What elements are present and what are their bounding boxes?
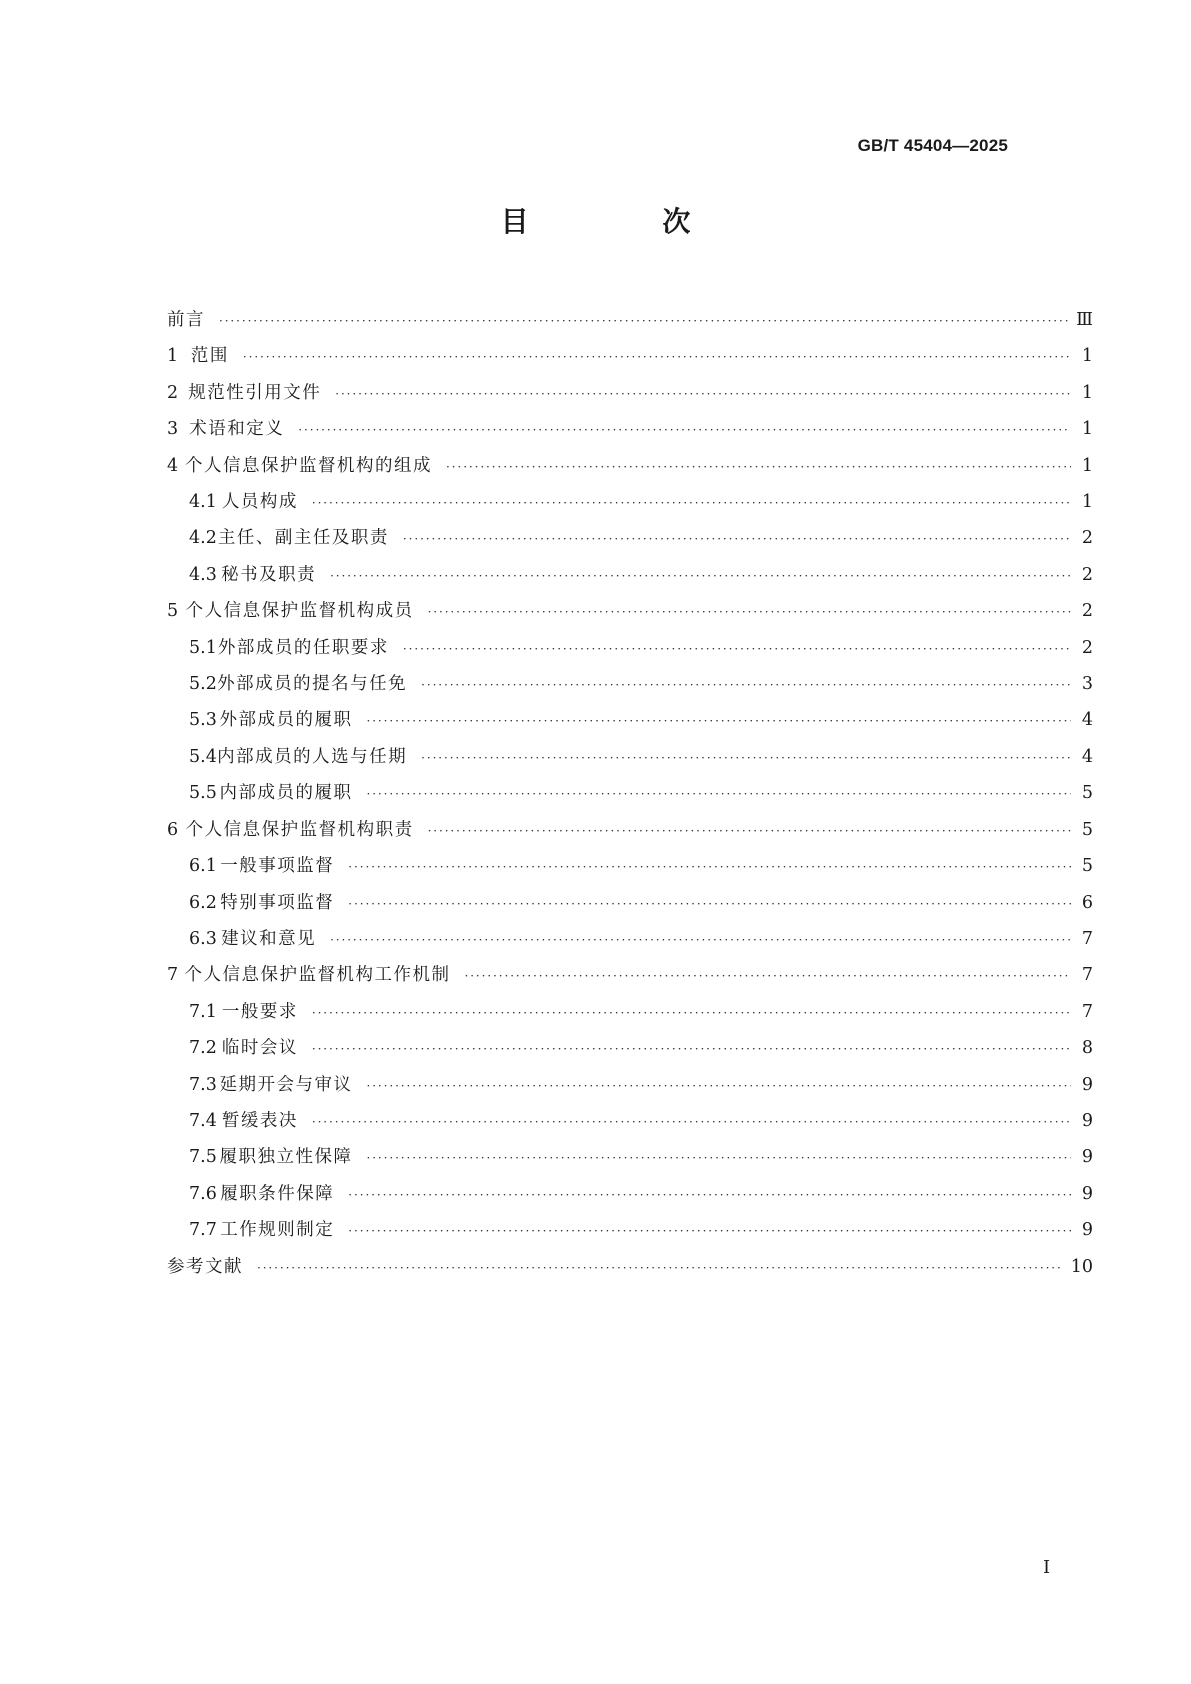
toc-entry-title: 外部成员的任职要求 [217, 637, 389, 658]
toc-entry-title: 履职条件保障 [220, 1183, 335, 1204]
toc-entry-title: 特别事项监督 [220, 892, 335, 913]
toc-entry-title: 规范性引用文件 [188, 382, 322, 403]
toc-entry-title: 延期开会与审议 [219, 1074, 353, 1095]
toc-entry-title: 临时会议 [221, 1038, 298, 1059]
toc-entry-page: 3 [1081, 674, 1093, 695]
toc-entry-title: 个人信息保护监督机构职责 [185, 819, 414, 840]
dot-leader [348, 886, 1071, 922]
toc-entry-title: 术语和定义 [189, 419, 285, 440]
toc-entry-page: 1 [1081, 419, 1093, 440]
toc-entry-page: 7 [1081, 928, 1093, 949]
toc-entry-title: 个人信息保护监督机构的组成 [185, 455, 433, 476]
toc-entry-page: 4 [1081, 746, 1093, 767]
toc-entry-5[interactable] [167, 593, 1093, 629]
toc-entry-title: 个人信息保护监督机构成员 [185, 601, 414, 622]
toc-entry-6[interactable] [167, 812, 1093, 848]
dot-leader [298, 412, 1071, 448]
toc-entry-6-1[interactable] [167, 848, 1093, 884]
toc-entry-3[interactable] [167, 411, 1093, 447]
toc-entry-number: 7.4 [189, 1110, 217, 1131]
dot-leader [367, 703, 1072, 739]
toc-entry-title: 秘书及职责 [221, 564, 317, 585]
dot-leader [312, 1031, 1071, 1067]
toc-entry-page: 9 [1081, 1183, 1093, 1204]
toc-entry-page: 7 [1081, 1001, 1093, 1022]
dot-leader [312, 995, 1071, 1031]
dot-leader [403, 631, 1071, 667]
toc-entry-page: 10 [1070, 1256, 1093, 1277]
toc-entry-bibliography[interactable] [167, 1249, 1093, 1285]
toc-entry-7-6[interactable] [167, 1176, 1093, 1212]
toc-entry-1[interactable] [167, 338, 1093, 374]
toc-entry-5-5[interactable] [167, 775, 1093, 811]
dot-leader [348, 1177, 1071, 1213]
toc-entry-7-7[interactable] [167, 1212, 1093, 1248]
dot-leader [428, 813, 1071, 849]
toc-entry-2[interactable] [167, 375, 1093, 411]
toc-entry-7-1[interactable] [167, 994, 1093, 1030]
toc-entry-number: 5.4 [189, 746, 217, 767]
toc-entry-title: 外部成员的提名与任免 [217, 674, 408, 695]
toc-entry-number: 5.5 [189, 783, 217, 804]
page-number: I [1043, 1557, 1051, 1578]
dot-leader [367, 1068, 1072, 1104]
toc-entry-title: 外部成员的履职 [219, 710, 353, 731]
toc-entry-page: 2 [1081, 601, 1093, 622]
toc-entry-title: 范围 [190, 346, 229, 367]
dot-leader [403, 521, 1071, 557]
toc-entry-page: 9 [1081, 1074, 1093, 1095]
toc-entry-number: 6.3 [189, 928, 217, 949]
toc-entry-number: 7.6 [189, 1183, 217, 1204]
toc-entry-title: 一般事项监督 [220, 856, 335, 877]
table-of-contents [167, 302, 1093, 1285]
toc-entry-page: 2 [1081, 564, 1093, 585]
toc-entry-7-4[interactable] [167, 1103, 1093, 1139]
toc-entry-number: 1 [167, 346, 179, 367]
dot-leader [367, 1140, 1072, 1176]
toc-entry-number: 3 [167, 419, 179, 440]
toc-entry-number: 4.3 [189, 564, 217, 585]
dot-leader [330, 558, 1071, 594]
toc-entry-preface[interactable] [167, 302, 1093, 338]
toc-entry-number: 7.2 [189, 1038, 217, 1059]
toc-entry-title: 参考文献 [167, 1256, 243, 1277]
toc-entry-number: 7.3 [189, 1074, 217, 1095]
toc-entry-number: 4 [167, 455, 179, 476]
dot-leader [219, 303, 1068, 339]
toc-entry-page: 1 [1081, 346, 1093, 367]
toc-entry-number: 5.3 [189, 710, 217, 731]
dot-leader [465, 958, 1072, 994]
toc-entry-5-2[interactable] [167, 666, 1093, 702]
toc-entry-title: 工作规则制定 [220, 1220, 335, 1241]
toc-entry-title: 一般要求 [221, 1001, 298, 1022]
dot-leader [243, 339, 1071, 375]
toc-entry-page: 5 [1081, 783, 1093, 804]
toc-entry-page: 2 [1081, 528, 1093, 549]
dot-leader [312, 485, 1071, 521]
toc-entry-number: 5.1 [189, 637, 217, 658]
toc-entry-title: 个人信息保护监督机构工作机制 [184, 965, 451, 986]
toc-entry-4-1[interactable] [167, 484, 1093, 520]
toc-entry-number: 5 [167, 601, 179, 622]
toc-entry-title: 暂缓表决 [221, 1110, 298, 1131]
dot-leader [428, 594, 1071, 630]
toc-entry-title: 建议和意见 [221, 928, 317, 949]
toc-entry-5-1[interactable] [167, 630, 1093, 666]
dot-leader [367, 776, 1072, 812]
toc-entry-page: 8 [1081, 1038, 1093, 1059]
toc-entry-title: 履职独立性保障 [219, 1147, 353, 1168]
toc-entry-4-3[interactable] [167, 557, 1093, 593]
dot-leader [348, 849, 1071, 885]
toc-entry-page: 6 [1081, 892, 1093, 913]
standard-code: GB/T 45404—2025 [857, 136, 1008, 155]
dot-leader [421, 667, 1071, 703]
toc-entry-page: 2 [1081, 637, 1093, 658]
toc-entry-page: 1 [1081, 492, 1093, 513]
toc-entry-number: 6.2 [189, 892, 217, 913]
toc-entry-6-2[interactable] [167, 885, 1093, 921]
toc-entry-title: 内部成员的人选与任期 [217, 746, 408, 767]
page-title: 目 次 [500, 205, 753, 238]
toc-entry-number: 6.1 [189, 856, 217, 877]
toc-entry-number: 7.1 [189, 1001, 217, 1022]
toc-entry-7-5[interactable] [167, 1139, 1093, 1175]
dot-leader [335, 376, 1071, 412]
toc-entry-number: 4.1 [189, 492, 217, 513]
toc-entry-5-4[interactable] [167, 739, 1093, 775]
toc-entry-page: 9 [1081, 1220, 1093, 1241]
dot-leader [421, 740, 1071, 776]
toc-entry-4-2[interactable] [167, 520, 1093, 556]
toc-entry-page: 9 [1081, 1110, 1093, 1131]
toc-entry-page: 1 [1081, 455, 1093, 476]
toc-entry-page: 5 [1081, 856, 1093, 877]
toc-entry-title: 人员构成 [221, 492, 298, 513]
toc-entry-number: 7.5 [189, 1147, 217, 1168]
toc-entry-number: 7 [167, 965, 179, 986]
toc-entry-page: 1 [1081, 382, 1093, 403]
toc-entry-title: 内部成员的履职 [219, 783, 353, 804]
toc-entry-page: Ⅲ [1076, 310, 1093, 330]
toc-entry-number: 5.2 [189, 674, 217, 695]
toc-entry-page: 5 [1081, 819, 1093, 840]
dot-leader [312, 1104, 1071, 1140]
toc-entry-number: 6 [167, 819, 179, 840]
dot-leader [446, 449, 1071, 485]
toc-entry-5-3[interactable] [167, 702, 1093, 738]
toc-entry-7-3[interactable] [167, 1067, 1093, 1103]
toc-entry-number: 4.2 [189, 528, 217, 549]
dot-leader [330, 922, 1071, 958]
dot-leader [257, 1250, 1063, 1286]
toc-entry-number: 7.7 [189, 1220, 217, 1241]
toc-entry-title: 前言 [167, 310, 205, 330]
toc-entry-number: 2 [167, 382, 179, 403]
toc-entry-7-2[interactable] [167, 1030, 1093, 1066]
dot-leader [348, 1213, 1071, 1249]
toc-entry-page: 7 [1081, 965, 1093, 986]
toc-entry-6-3[interactable] [167, 921, 1093, 957]
toc-entry-page: 9 [1081, 1147, 1093, 1168]
toc-entry-page: 4 [1081, 710, 1093, 731]
toc-entry-title: 主任、副主任及职责 [217, 528, 389, 549]
toc-entry-4[interactable] [167, 448, 1093, 484]
toc-entry-7[interactable] [167, 957, 1093, 993]
